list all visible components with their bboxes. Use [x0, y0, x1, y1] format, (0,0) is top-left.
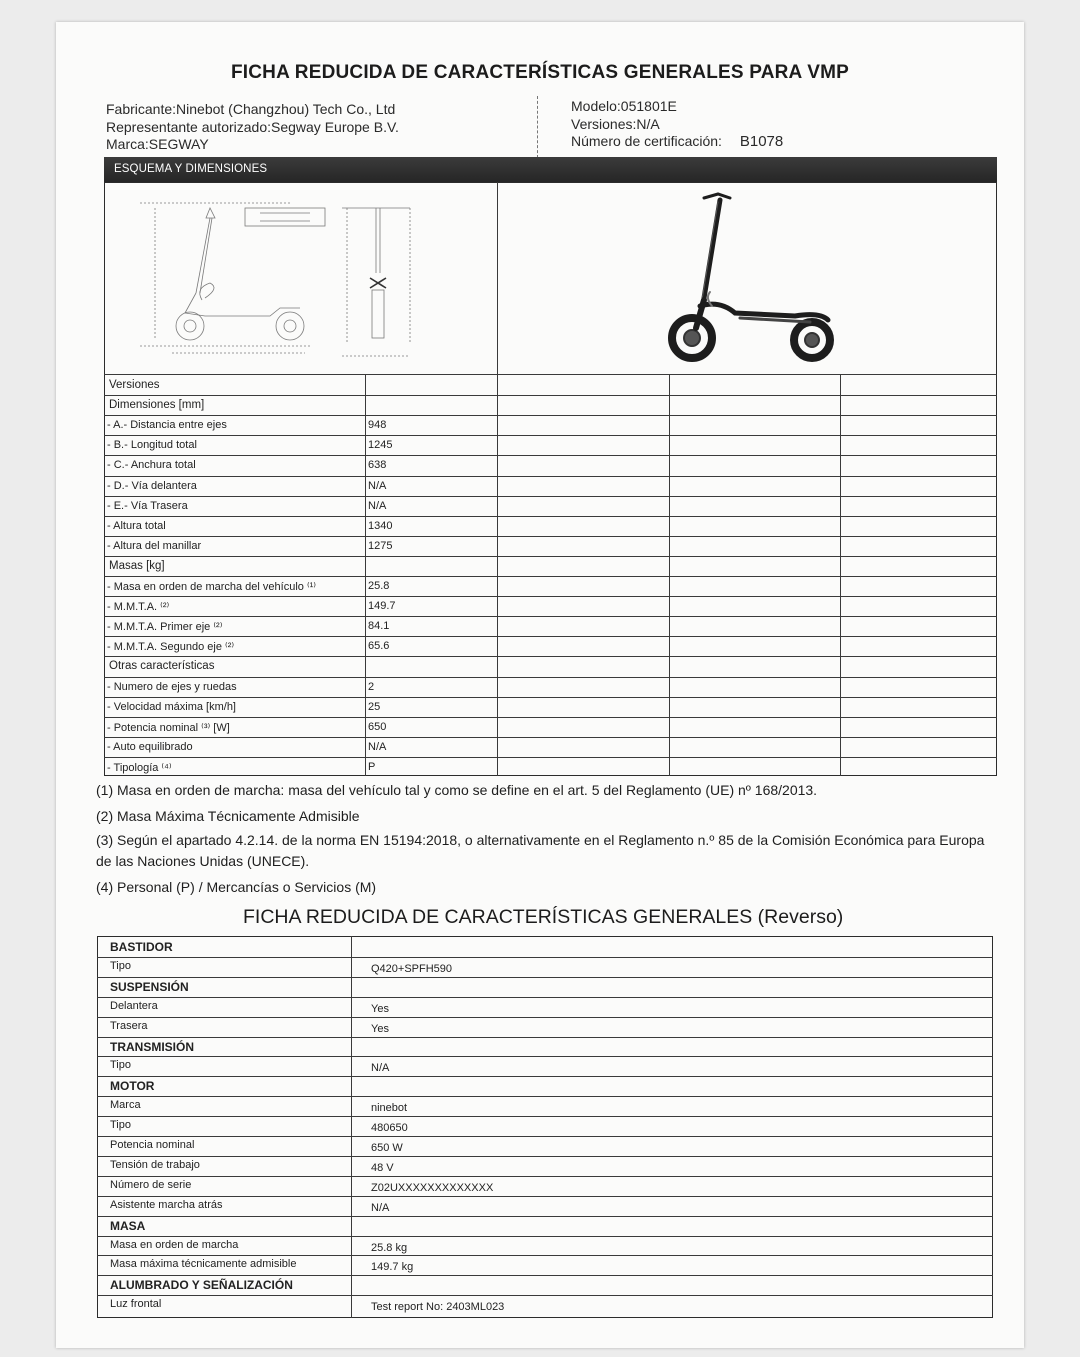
spec-row-divider [104, 536, 997, 537]
spec-row-divider [104, 435, 997, 436]
reverse-row-divider [97, 957, 993, 958]
reverse-row-divider [97, 1156, 993, 1157]
page-title: FICHA REDUCIDA DE CARACTERÍSTICAS GENERALES PARA VMP [230, 62, 850, 83]
reverse-row-label: Número de serie [110, 1178, 192, 1191]
spec-row-value: N/A [368, 740, 387, 753]
spec-row-label: - C.- Anchura total [107, 459, 196, 472]
spec-row-label: - E.- Vía Trasera [107, 499, 188, 512]
spec-row-value: N/A [368, 479, 387, 492]
spec-row-value: 2 [368, 680, 375, 693]
footnote-4: (4) Personal (P) / Mercancías o Servicios (M) [96, 879, 377, 895]
spec-table-col-divider [840, 374, 841, 776]
reverse-row-value: Q420+SPFH590 [371, 962, 453, 975]
reverse-section-header: ALUMBRADO Y SEÑALIZACIÓN [110, 1278, 293, 1293]
spec-row-divider [104, 677, 997, 678]
authorized-representative: Representante autorizado:Segway Europe B.V. [106, 118, 399, 135]
spec-row-divider [104, 576, 997, 577]
reverse-row-value: Z02UXXXXXXXXXXXXX [371, 1181, 494, 1194]
model: Modelo:051801E [571, 98, 677, 114]
spec-row-label: - M.M.T.A. ⁽²⁾ [107, 601, 170, 614]
spec-table-mid-divider [497, 182, 498, 776]
reverse-title: FICHA REDUCIDA DE CARACTERÍSTICAS GENERALES (Reverso) [243, 906, 844, 928]
reverse-row-label: Trasera [110, 1019, 148, 1032]
reverse-row-divider [97, 1196, 993, 1197]
reverse-row-label: Delantera [110, 999, 158, 1012]
spec-row-label: Versiones [109, 379, 160, 391]
reverse-row-value: 480650 [371, 1122, 408, 1135]
spec-table-image-divider [104, 374, 997, 375]
reverse-row-label: Tipo [110, 1059, 131, 1072]
reverse-row-value: Yes [371, 1002, 389, 1015]
spec-row-label: - Altura total [107, 519, 166, 532]
spec-row-label: Otras características [109, 660, 215, 673]
reverse-row-label: Tipo [110, 1119, 131, 1132]
reverse-row-value: 650 W [371, 1142, 403, 1154]
reverse-row-value: N/A [371, 1201, 390, 1214]
reverse-row-divider [97, 1056, 993, 1057]
reverse-row-label: Tipo [110, 959, 131, 972]
reverse-row-value: ninebot [371, 1102, 408, 1115]
reverse-row-divider [97, 1295, 993, 1296]
spec-row-divider [104, 717, 997, 718]
reverse-section-header: MOTOR [110, 1079, 155, 1094]
reverse-row-value: 48 V [371, 1161, 394, 1174]
spec-row-divider [104, 656, 997, 657]
model-info [571, 98, 783, 151]
spec-row-value: 948 [368, 419, 387, 432]
spec-row-divider [104, 516, 997, 517]
spec-row-label: - Numero de ejes y ruedas [107, 680, 237, 693]
reverse-row-value: Test report No: 2403ML023 [371, 1301, 505, 1314]
header-divider [537, 96, 538, 158]
certification-number: B1078 [739, 133, 784, 150]
reverse-row-divider [97, 1236, 993, 1237]
reverse-row-value: Yes [371, 1022, 389, 1035]
spec-row-divider [104, 636, 997, 637]
spec-row-divider [104, 556, 997, 557]
reverse-row-divider [97, 977, 993, 978]
spec-row-label: - Velocidad máxima [km/h] [107, 700, 236, 713]
spec-row-label: Dimensiones [mm] [109, 399, 205, 412]
versions: Versiones:N/A [571, 115, 660, 132]
reverse-row-label: Tensión de trabajo [110, 1158, 200, 1171]
spec-row-label: - A.- Distancia entre ejes [107, 419, 227, 432]
manufacturer: Fabricante:Ninebot (Changzhou) Tech Co., Ltd [106, 101, 396, 117]
spec-row-value: 1275 [368, 539, 393, 552]
spec-row-value: 1340 [368, 519, 393, 532]
reverse-row-divider [97, 1176, 993, 1177]
reverse-row-value: N/A [371, 1062, 390, 1075]
reverse-row-divider [97, 1037, 993, 1038]
spec-row-divider [104, 757, 997, 758]
spec-row-label: - M.M.T.A. Primer eje ⁽²⁾ [107, 621, 223, 634]
section-band-label: ESQUEMA Y DIMENSIONES [114, 163, 268, 175]
spec-row-value: 25 [368, 700, 381, 713]
spec-row-divider [104, 616, 997, 617]
reverse-row-label: Luz frontal [110, 1298, 162, 1311]
spec-row-divider [104, 395, 997, 396]
spec-row-value: 1245 [368, 439, 393, 452]
spec-row-value: 84.1 [368, 620, 390, 633]
spec-row-label: - Tipología ⁽⁴⁾ [107, 761, 172, 774]
reverse-row-label: Potencia nominal [110, 1139, 195, 1151]
footnote-3: (3) Según el apartado 4.2.14. de la norma EN 15194:2018, o alternativamente en el Reglamento n.º 85 de la Comisión Económica para Europa de las Naciones Unidas (UNECE). [96, 832, 985, 869]
scooter-photo-icon [660, 188, 850, 370]
reverse-row-value: 25.8 kg [371, 1241, 408, 1254]
spec-table-value-divider [365, 374, 366, 776]
certification [571, 133, 783, 151]
spec-row-label: Masas [kg] [109, 559, 165, 572]
spec-row-divider [104, 415, 997, 416]
brand: Marca:SEGWAY [106, 136, 209, 152]
footnote-1: (1) Masa en orden de marcha: masa del vehículo tal y como se define en el art. 5 del Reglamento (UE) nº 168/2013. [96, 782, 818, 798]
spec-row-value: P [368, 760, 376, 773]
reverse-row-divider [97, 1076, 993, 1077]
reverse-row-label: Marca [110, 1099, 141, 1112]
reverse-row-label: Masa máxima técnicamente admisible [110, 1258, 297, 1271]
spec-row-label: - Auto equilibrado [107, 740, 193, 753]
spec-row-label: - B.- Longitud total [107, 439, 197, 452]
reverse-section-header: BASTIDOR [110, 940, 173, 954]
reverse-row-divider [97, 997, 993, 998]
spec-row-label: - M.M.T.A. Segundo eje ⁽²⁾ [107, 641, 235, 654]
reverse-row-label: Asistente marcha atrás [110, 1198, 223, 1211]
spec-row-divider [104, 697, 997, 698]
spec-row-label: - D.- Vía delantera [107, 479, 197, 492]
reverse-row-divider [97, 1216, 993, 1217]
reverse-row-divider [97, 1275, 993, 1276]
spec-row-divider [104, 476, 997, 477]
footnote-2: (2) Masa Máxima Técnicamente Admisible [96, 808, 360, 824]
reverse-row-value: 149.7 kg [371, 1261, 414, 1274]
reverse-row-divider [97, 1255, 993, 1256]
spec-row-divider [104, 737, 997, 738]
section-band [104, 157, 997, 182]
reverse-row-divider [97, 1096, 993, 1097]
manufacturer-info [106, 101, 399, 154]
spec-row-label: - Altura del manillar [107, 539, 202, 552]
reverse-table-divider [351, 936, 352, 1318]
reverse-row-divider [97, 1116, 993, 1117]
reverse-section-header: MASA [110, 1218, 146, 1233]
reverse-section-header: TRANSMISIÓN [110, 1039, 194, 1054]
spec-row-value: 25.8 [368, 580, 390, 592]
spec-row-divider [104, 455, 997, 456]
spec-row-divider [104, 496, 997, 497]
scooter-technical-drawing-icon [110, 188, 494, 370]
spec-row-value: 650 [368, 720, 387, 733]
spec-row-value: 638 [368, 459, 387, 472]
spec-row-label: - Masa en orden de marcha del vehículo ⁽¹⁾ [107, 581, 317, 593]
spec-row-label: - Potencia nominal ⁽³⁾ [W] [107, 721, 230, 734]
reverse-row-divider [97, 1017, 993, 1018]
certification-label: Número de certificación: [571, 133, 722, 149]
spec-row-divider [104, 596, 997, 597]
spec-row-value: 149.7 [368, 600, 396, 613]
spec-table-col-divider [669, 374, 670, 776]
spec-row-value: N/A [368, 499, 387, 512]
spec-row-value: 65.6 [368, 640, 390, 653]
reverse-section-header: SUSPENSIÓN [110, 979, 189, 994]
reverse-row-divider [97, 1136, 993, 1137]
reverse-row-label: Masa en orden de marcha [110, 1238, 239, 1251]
